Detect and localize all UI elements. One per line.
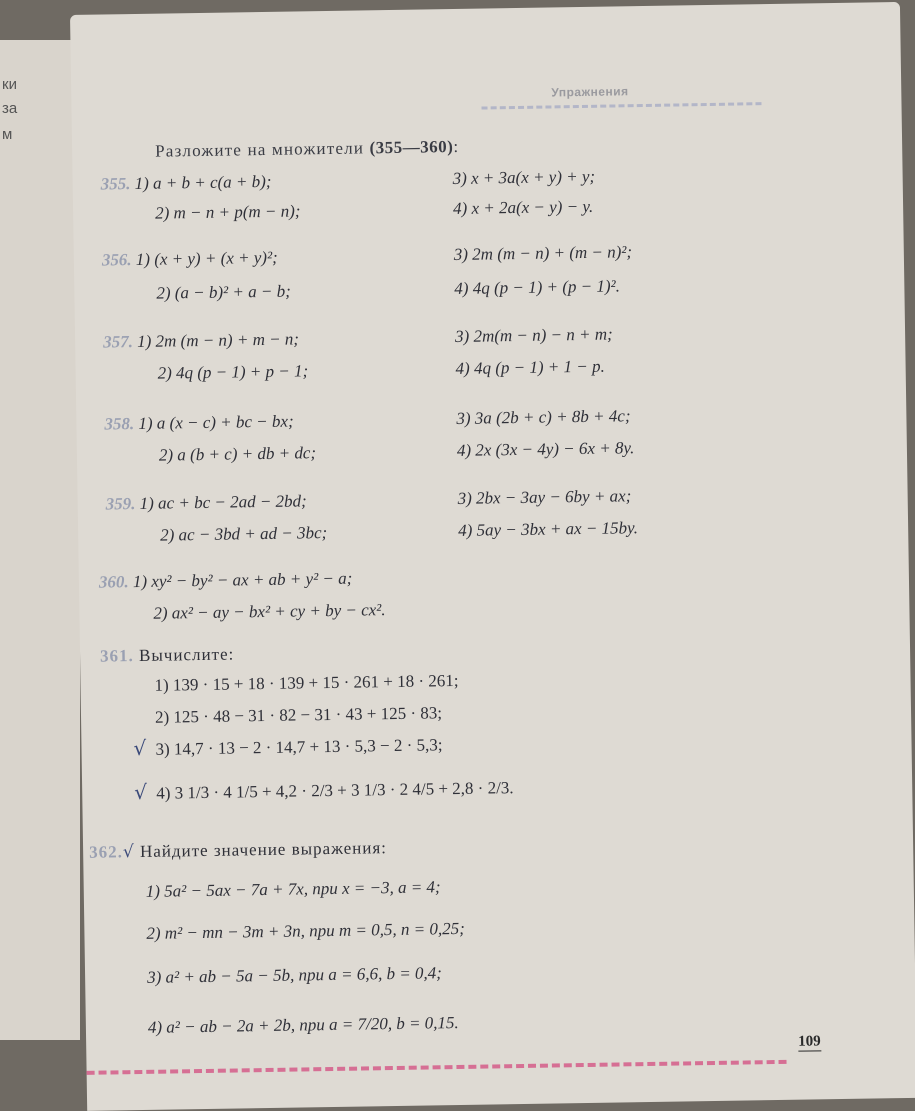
section-title: Упражнения xyxy=(551,84,629,100)
exercise-item: 1) 2m (m − n) + m − n; xyxy=(136,329,300,351)
exercise-355-item-1 xyxy=(101,172,272,195)
exercise-360-item-1 xyxy=(99,569,353,593)
exercise-361-item-3: 3) 14,7 · 13 − 2 · 14,7 + 13 · 5,3 − 2 · 5,3; xyxy=(155,735,443,759)
exercise-356-item-1 xyxy=(102,248,278,271)
exercise-362-heading xyxy=(89,838,387,863)
exercise-357-item-3: 3) 2m(m − n) − n + m; xyxy=(454,324,613,346)
exercise-361-item-4: 4) 3 1/3 · 4 1/5 + 4,2 · 2/3 + 3 1/3 · 2 4/5 + 2,8 · 2/3. xyxy=(156,778,514,803)
exercise-number: 361. xyxy=(99,646,134,666)
exercise-357-item-2: 2) 4q (p − 1) + p − 1; xyxy=(157,361,309,383)
instruction-range: (355—360) xyxy=(369,136,454,158)
left-page-fragment: м xyxy=(2,126,13,143)
exercise-heading: Вычислите: xyxy=(138,644,235,665)
exercise-item: 1) xy² − by² − ax + ab + y² − a; xyxy=(132,568,353,592)
exercise-heading: Найдите значение выражения: xyxy=(139,838,388,862)
instruction-colon: : xyxy=(453,136,460,156)
check-mark-icon: √ xyxy=(122,842,135,863)
instruction-text: Разложите на множители xyxy=(155,138,365,161)
check-mark-icon: √ xyxy=(133,735,147,761)
exercise-358-item-3: 3) 3a (2b + c) + 8b + 4c; xyxy=(456,406,631,428)
exercise-item: 1) ac + bc − 2ad − 2bd; xyxy=(139,491,307,513)
left-page-fragment: за xyxy=(2,100,18,117)
left-page-fragment: ки xyxy=(2,76,17,93)
exercise-358-item-1 xyxy=(104,412,294,435)
exercise-number: 360. xyxy=(98,572,129,592)
exercise-number: 362. xyxy=(89,842,124,862)
header-divider xyxy=(481,102,761,109)
exercise-361-item-2: 2) 125 · 48 − 31 · 82 − 31 · 43 + 125 · 83; xyxy=(154,703,443,727)
exercise-item: 1) a + b + c(a + b); xyxy=(134,171,272,194)
exercise-358-item-4: 4) 2x (3x − 4y) − 6x + 8y. xyxy=(456,438,635,460)
footer-divider xyxy=(87,1060,787,1075)
exercise-361-heading xyxy=(100,644,235,666)
exercise-number: 357. xyxy=(102,332,134,352)
exercise-359-item-3: 3) 2bx − 3ay − 6by + ax; xyxy=(457,486,632,508)
exercise-359-item-2: 2) ac − 3bd + ad − 3bc; xyxy=(160,523,328,545)
exercise-355-item-4: 4) x + 2a(x − y) − y. xyxy=(452,196,594,219)
page-number: 109 xyxy=(798,1033,821,1050)
exercise-number: 355. xyxy=(100,174,131,194)
exercise-362-item-4: 4) a² − ab − 2a + 2b, при a = 7/20, b = 0,15. xyxy=(147,1013,459,1037)
exercise-362-item-3: 3) a² + ab − 5a − 5b, при a = 6,6, b = 0,4; xyxy=(146,963,443,987)
check-mark-icon: √ xyxy=(134,779,148,805)
exercise-item: 1) a (x − c) + bc − bx; xyxy=(138,411,294,433)
exercise-359-item-1 xyxy=(106,491,307,514)
exercise-356-item-2: 2) (a − b)² + a − b; xyxy=(156,281,291,303)
exercise-359-item-4: 4) 5ay − 3bx + ax − 15by. xyxy=(457,518,639,540)
exercise-item: 1) (x + y) + (x + y)²; xyxy=(135,247,278,269)
exercise-362-item-1: 1) 5a² − 5ax − 7a + 7x, при x = −3, a = 4; xyxy=(145,877,441,901)
exercise-358-item-2: 2) a (b + c) + db + dc; xyxy=(158,443,317,465)
exercise-355-item-2: 2) m − n + p(m − n); xyxy=(154,201,301,223)
instruction xyxy=(155,137,459,162)
exercise-356-item-4: 4) 4q (p − 1) + (p − 1)². xyxy=(454,276,621,298)
exercise-number: 356. xyxy=(101,250,132,270)
exercise-number: 359. xyxy=(105,494,136,514)
exercise-362-item-2: 2) m² − mn − 3m + 3n, при m = 0,5, n = 0,25; xyxy=(146,918,465,943)
textbook-page xyxy=(70,2,915,1111)
exercise-361-item-1: 1) 139 · 15 + 18 · 139 + 15 · 261 + 18 · 261; xyxy=(154,670,459,695)
exercise-357-item-4: 4) 4q (p − 1) + 1 − p. xyxy=(455,356,605,378)
left-page-edge xyxy=(0,40,80,1040)
exercise-number: 358. xyxy=(104,414,135,434)
exercise-357-item-1 xyxy=(103,329,299,352)
exercise-355-item-3: 3) x + 3a(x + y) + y; xyxy=(452,166,596,189)
exercise-356-item-3: 3) 2m (m − n) + (m − n)²; xyxy=(453,242,633,264)
exercise-360-item-2: 2) ax² − ay − bx² + cy + by − cx². xyxy=(153,600,386,623)
